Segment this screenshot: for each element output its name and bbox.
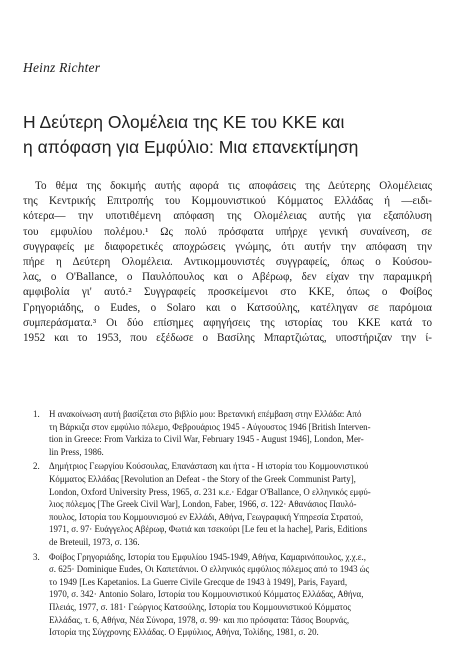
footnote-number: 2. xyxy=(33,461,40,472)
footnote-line: πουλος, Ιστορία του Κομμουνισμού εν Ελλάδι, Αθήνα, Γεωγραφική Υπηρεσία Στρατού, xyxy=(49,511,363,522)
footnote-line: Κόμματος Ελλάδας [Revolution an Defeat - the Story of the Greek Communist Party], xyxy=(49,473,356,484)
footnote-line: de Breteuil, 1973, σ. 136. xyxy=(49,536,140,547)
body-line: συγγραφείς με διαφορετικές αποχρώσεις γνώμης, ότι αυτήν την απόφαση την xyxy=(23,240,432,253)
footnote-line: 1971, σ. 97· Ευάγγελος Αβέρωφ, Φωτιά και τσεκούρι [Le feu et la hache], Paris, Editions xyxy=(49,524,368,535)
footnote-line: London, Oxford University Press, 1965, σ. 231 κ.ε.· Edgar O'Ballance, Ο ελληνικός εμφύ- xyxy=(49,486,371,497)
article-title xyxy=(23,110,443,160)
footnote-line: Πλειάς, 1977, σ. 181· Γεώργιος Κατσούλης, Ιστορία του Κομμουνιστικού Κόμματος xyxy=(49,601,351,612)
footnote-line: tion in Greece: From Varkiza to Civil War, February 1945 - August 1946], London, Mer- xyxy=(49,434,364,445)
body-line: αμφιβολία γι' αυτό.² Συγγραφείς προσκείμενοι στο ΚΚΕ, όπως ο Φοίβος xyxy=(23,286,432,299)
body-line: Γρηγοριάδης, ο Eudes, ο Solaro και ο Κατσούλης, κατέληγαν σε παρόμοια xyxy=(23,301,432,314)
body-line: πήρε η Δεύτερη Ολομέλεια. Αντικομμουνιστές συγγραφείς, όπως ο Κούσου- xyxy=(23,256,432,269)
footnote-line: Ιστορία της Σύγχρονης Ελλάδας. Ο Εμφύλιος, Αθήνα, Τολίδης, 1981, σ. 20. xyxy=(49,627,319,638)
footnote-1 xyxy=(33,408,433,458)
footnote-line: τη Βάρκιζα στον εμφύλιο πόλεμο, Φεβρουάριος 1945 - Αύγουστος 1946 [British Interven- xyxy=(49,421,371,432)
body-line: Το θέμα της δοκιμής αυτής αφορά τις αποφάσεις της Δεύτερης Ολομέλειας xyxy=(35,180,432,192)
footnote-number: 3. xyxy=(33,551,40,562)
footnote-line: Η ανακοίνωση αυτή βασίζεται στο βιβλίο μου: Βρετανική επέμβαση στην Ελλάδα: Από xyxy=(49,409,362,419)
footnote-2 xyxy=(33,460,433,548)
footnote-line: lin Press, 1986. xyxy=(49,446,104,457)
footnote-line: το 1949 [Les Kapetanios. La Guerre Civile Grecque de 1943 à 1949], Paris, Fayard, xyxy=(49,576,348,587)
body-line: λας, ο O'Ballance, ο Παυλόπουλος και ο Αβέρωφ, δεν είχαν την παραμικρή xyxy=(23,271,432,284)
body-line: του εμφυλίου πολέμου.¹ Ως πολύ πρόσφατα υπήρχε γενική συναίνεση, σε xyxy=(23,225,432,238)
footnote-line: Ελλάδας, τ. 6, Αθήνα, Νέα Σύνορα, 1978, σ. 99· και πιο πρόσφατα: Τάσος Βουρνάς, xyxy=(49,614,350,625)
body-text xyxy=(23,179,432,346)
footnote-line: Φοίβος Γρηγοριάδης, Ιστορία του Εμφυλίου 1945-1949, Αθήνα, Καμαρινόπουλος, χ.χ.ε., xyxy=(49,551,366,562)
author-name: Heinz Richter xyxy=(23,60,101,75)
body-line: της Κεντρικής Επιτροπής του Κομμουνιστικού Κόμματος Ελλάδας ή —ειδι- xyxy=(23,195,432,208)
body-line: κότερα— την υποτιθέμενη απόφαση της Ολομέλειας αυτής για εξαπόλυση xyxy=(23,210,432,223)
title-line-2: η απόφαση για Εμφύλιο: Μια επανεκτίμηση xyxy=(23,137,359,157)
footnote-3 xyxy=(33,551,433,639)
body-line: 1952 και το 1953, που εξέδωσε ο Βασίλης Μπαρτζιώτας, υποστήριζαν την ί- xyxy=(23,332,432,345)
footnote-line: σ. 625· Dominique Eudes, Οι Καπετάνιοι. Ο ελληνικός εμφύλιος πόλεμος από το 1943 ώς xyxy=(49,564,370,575)
footnote-line: 1970, σ. 342· Antonio Solaro, Ιστορία του Κομμουνιστικού Κόμματος Ελλάδας, Αθήνα, xyxy=(49,589,364,600)
footnote-line: Δημήτριος Γεωργίου Κούσουλας, Επανάσταση και ήττα - Η ιστορία του Κομμουνιστικού xyxy=(49,461,369,472)
footnote-number: 1. xyxy=(33,409,40,419)
body-line: συμπεράσματα.³ Οι δύο επίσημες αφηγήσεις της ιστορίας του ΚΚΕ κατά το xyxy=(23,316,432,329)
title-line-1: Η Δεύτερη Ολομέλεια της ΚΕ του ΚΚΕ και xyxy=(23,112,345,132)
footnotes xyxy=(33,408,433,641)
footnote-line: λιος πόλεμος [The Greek Civil War], London, Faber, 1966, σ. 122· Αθανάσιος Παυλό- xyxy=(49,499,357,510)
